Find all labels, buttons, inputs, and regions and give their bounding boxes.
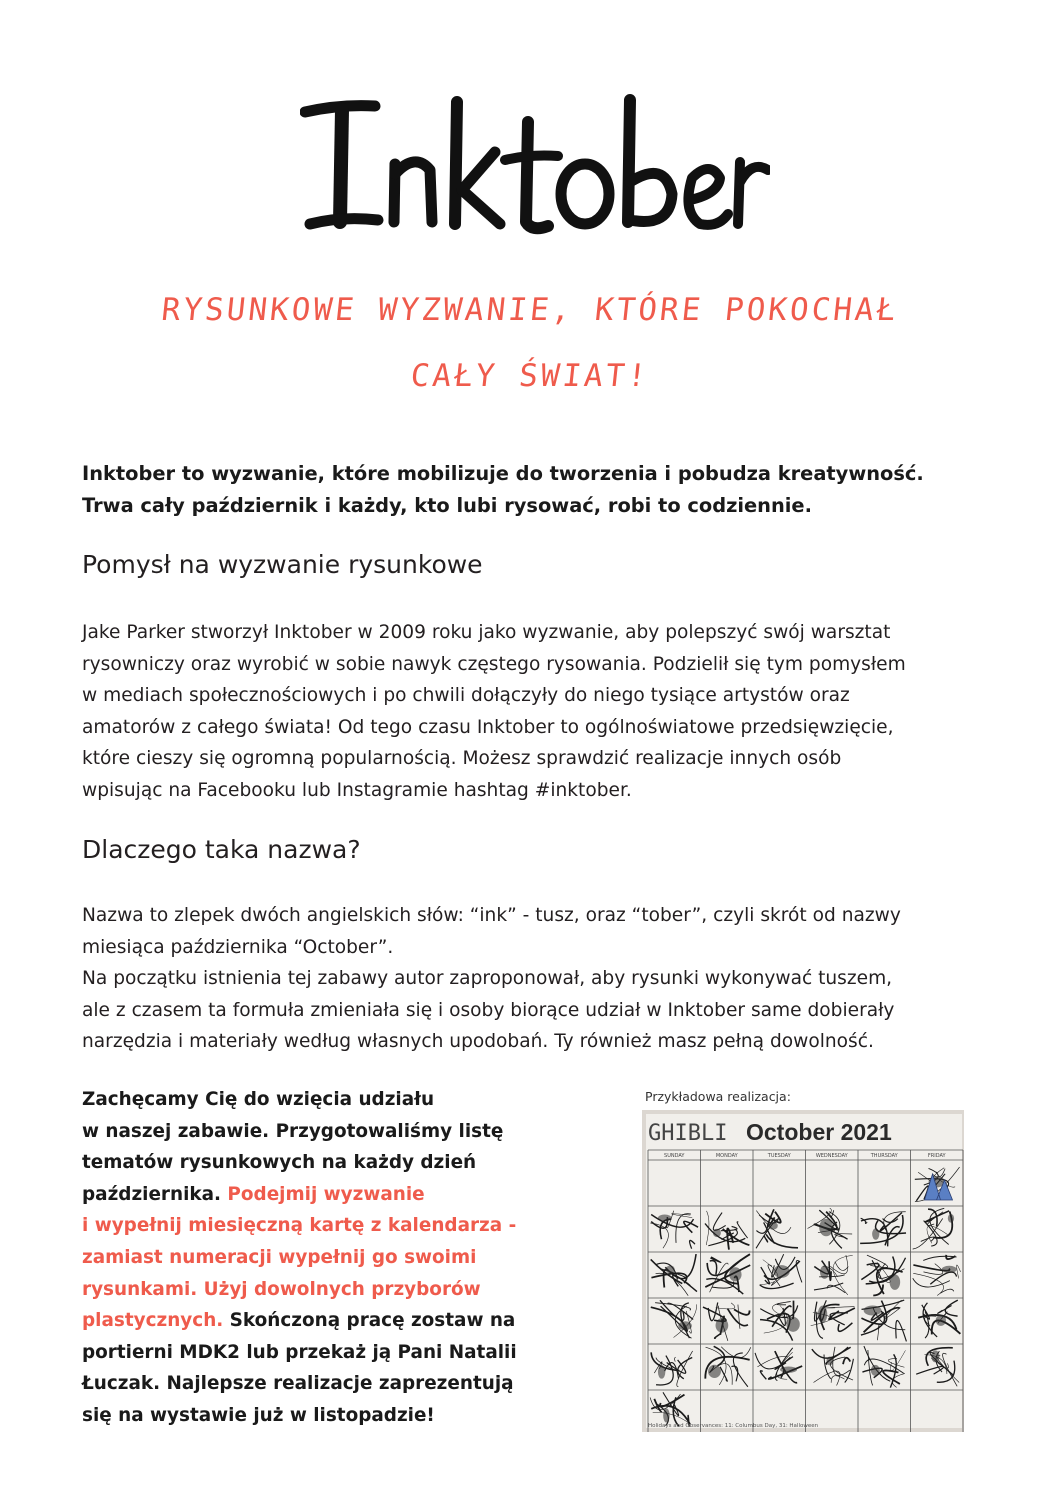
cta-line: tematów rysunkowych na każdy dzień [82, 1152, 477, 1174]
paragraph-line: Jake Parker stworzył Inktober w 2009 roku jako wyzwanie, aby polepszyć swój warsztat [82, 622, 891, 643]
cta-highlight-line: i wypełnij miesięczną kartę z kalendarza - [82, 1215, 517, 1237]
inktober-logo-art [300, 82, 770, 247]
ink-sketch-fill [729, 1267, 741, 1281]
paragraph-line: które cieszy się ogromną popularnością. Możesz sprawdzić realizacje innych osób [82, 748, 842, 769]
calendar-illustration [642, 1110, 964, 1432]
paragraph-line: miesiąca października “October”. [82, 936, 394, 958]
ink-sketch-fill [768, 1222, 778, 1230]
intro-paragraph [82, 458, 982, 522]
cta-highlight-line: rysunkami. Użyj dowolnych przyborów [82, 1278, 481, 1300]
section-paragraph-name [82, 900, 982, 1058]
ink-sketch-fill [716, 1318, 729, 1332]
paragraph-line: wpisując na Facebooku lub Instagramie hashtag #inktober. [82, 779, 632, 801]
ink-sketch-fill [708, 1365, 721, 1378]
calendar-day-header: FRIDAY [927, 1153, 946, 1159]
paragraph-line: ale z czasem ta formuła zmieniała się i osoby biorące udział w Inktober same dobierały [82, 999, 895, 1021]
ink-sketch-fill [872, 1228, 879, 1239]
calendar-day-header: TUESDAY [767, 1153, 791, 1159]
intro-line: Trwa cały październik i każdy, kto lubi rysować, robi to codziennie. [82, 494, 812, 517]
section-heading-name: Dlaczego taka nazwa? [82, 835, 361, 864]
cta-line [82, 1179, 552, 1211]
ink-sketch-fill [890, 1274, 901, 1289]
section-heading-idea: Pomysł na wyzwanie rysunkowe [82, 550, 483, 579]
calendar-prefix: GHIBLI [648, 1121, 728, 1146]
section-paragraph-idea [82, 617, 982, 806]
ink-sketch-fill [780, 1366, 797, 1372]
paragraph-line: Na początku istnienia tej zabawy autor zaproponował, aby rysunki wykonywać tuszem, [82, 968, 893, 989]
ink-sketch-fill [773, 1265, 789, 1278]
ink-sketch-fill [864, 1305, 882, 1315]
paragraph-line: amatorów z całego świata! Od tego czasu Inktober to ogólnoświatowe przedsięwzięcie, [82, 716, 894, 738]
calendar-title: October 2021 [746, 1119, 892, 1145]
ink-sketch-fill [931, 1350, 939, 1362]
ink-sketch-fill [818, 1306, 827, 1323]
ink-sketch-fill [786, 1317, 799, 1332]
intro-line: Inktober to wyzwanie, które mobilizuje do tworzenia i pobudza kreatywność. [82, 462, 924, 485]
ink-sketch-fill [678, 1321, 692, 1330]
ink-sketch-fill [658, 1215, 671, 1222]
ink-sketch-fill [936, 1315, 946, 1326]
example-calendar-photo [642, 1110, 964, 1432]
calendar-footer: Holidays and Observances: 11: Columbus Day, 31: Halloween [648, 1423, 819, 1429]
cta-highlight: plastycznych. [82, 1310, 224, 1332]
paragraph-line: rysowniczy oraz wyrobić w sobie nawyk częstego rysowania. Podzielił się tym pomysłem [82, 653, 906, 675]
cta-line: Łuczak. Najlepsze realizacje zaprezentują [82, 1373, 514, 1395]
calendar-day-header: WEDNESDAY [815, 1153, 848, 1159]
calendar-day-header: THURSDAY [870, 1153, 898, 1159]
ink-sketch-fill [658, 1365, 665, 1379]
cta-line: Zachęcamy Cię do wzięcia udziału [82, 1089, 435, 1110]
ink-sketch-fill [871, 1365, 880, 1376]
cta-highlight: Podejmij wyzwanie [227, 1183, 425, 1205]
calendar-day-header: MONDAY [715, 1153, 738, 1159]
call-to-action [82, 1084, 552, 1432]
tagline-line-1: RYSUNKOWE WYZWANIE, KTÓRE POKOCHAŁ [159, 292, 901, 328]
paragraph-line: w mediach społecznościowych i po chwili dołączyły do niego tysiące artystów oraz [82, 685, 850, 706]
ink-sketch-fill [826, 1356, 833, 1365]
ink-sketch-fill [942, 1266, 957, 1273]
cta-line: się na wystawie już w listopadzie! [82, 1404, 435, 1426]
ink-sketch-fill [663, 1408, 670, 1422]
cta-line [82, 1305, 552, 1337]
paragraph-line: Nazwa to zlepek dwóch angielskich słów: “ink” - tusz, oraz “tober”, czyli skrót od nazwy [82, 905, 901, 926]
cta-line: portierni MDK2 lub przekaż ją Pani Natalii [82, 1341, 517, 1363]
calendar-day-header: SUNDAY [664, 1153, 685, 1159]
example-caption: Przykładowa realizacja: [645, 1089, 791, 1104]
cta-line: w naszej zabawie. Przygotowaliśmy listę [82, 1120, 504, 1142]
cta-text: października. [82, 1183, 228, 1205]
ink-sketch-fill [948, 1214, 954, 1223]
cta-text: Skończoną pracę zostaw na [223, 1310, 516, 1332]
cta-highlight-line: zamiast numeracji wypełnij go swoimi [82, 1246, 477, 1268]
ink-sketch-fill [819, 1219, 833, 1237]
inktober-logo [300, 82, 770, 247]
paragraph-line: narzędzia i materiały według własnych upodobań. Ty również masz pełną dowolność. [82, 1031, 874, 1052]
tagline-line-2: CAŁY ŚWIAT! [408, 358, 652, 394]
ink-sketch-fill [666, 1266, 675, 1274]
ink-sketch-fill [713, 1229, 721, 1237]
ink-sketch-fill [820, 1265, 829, 1278]
